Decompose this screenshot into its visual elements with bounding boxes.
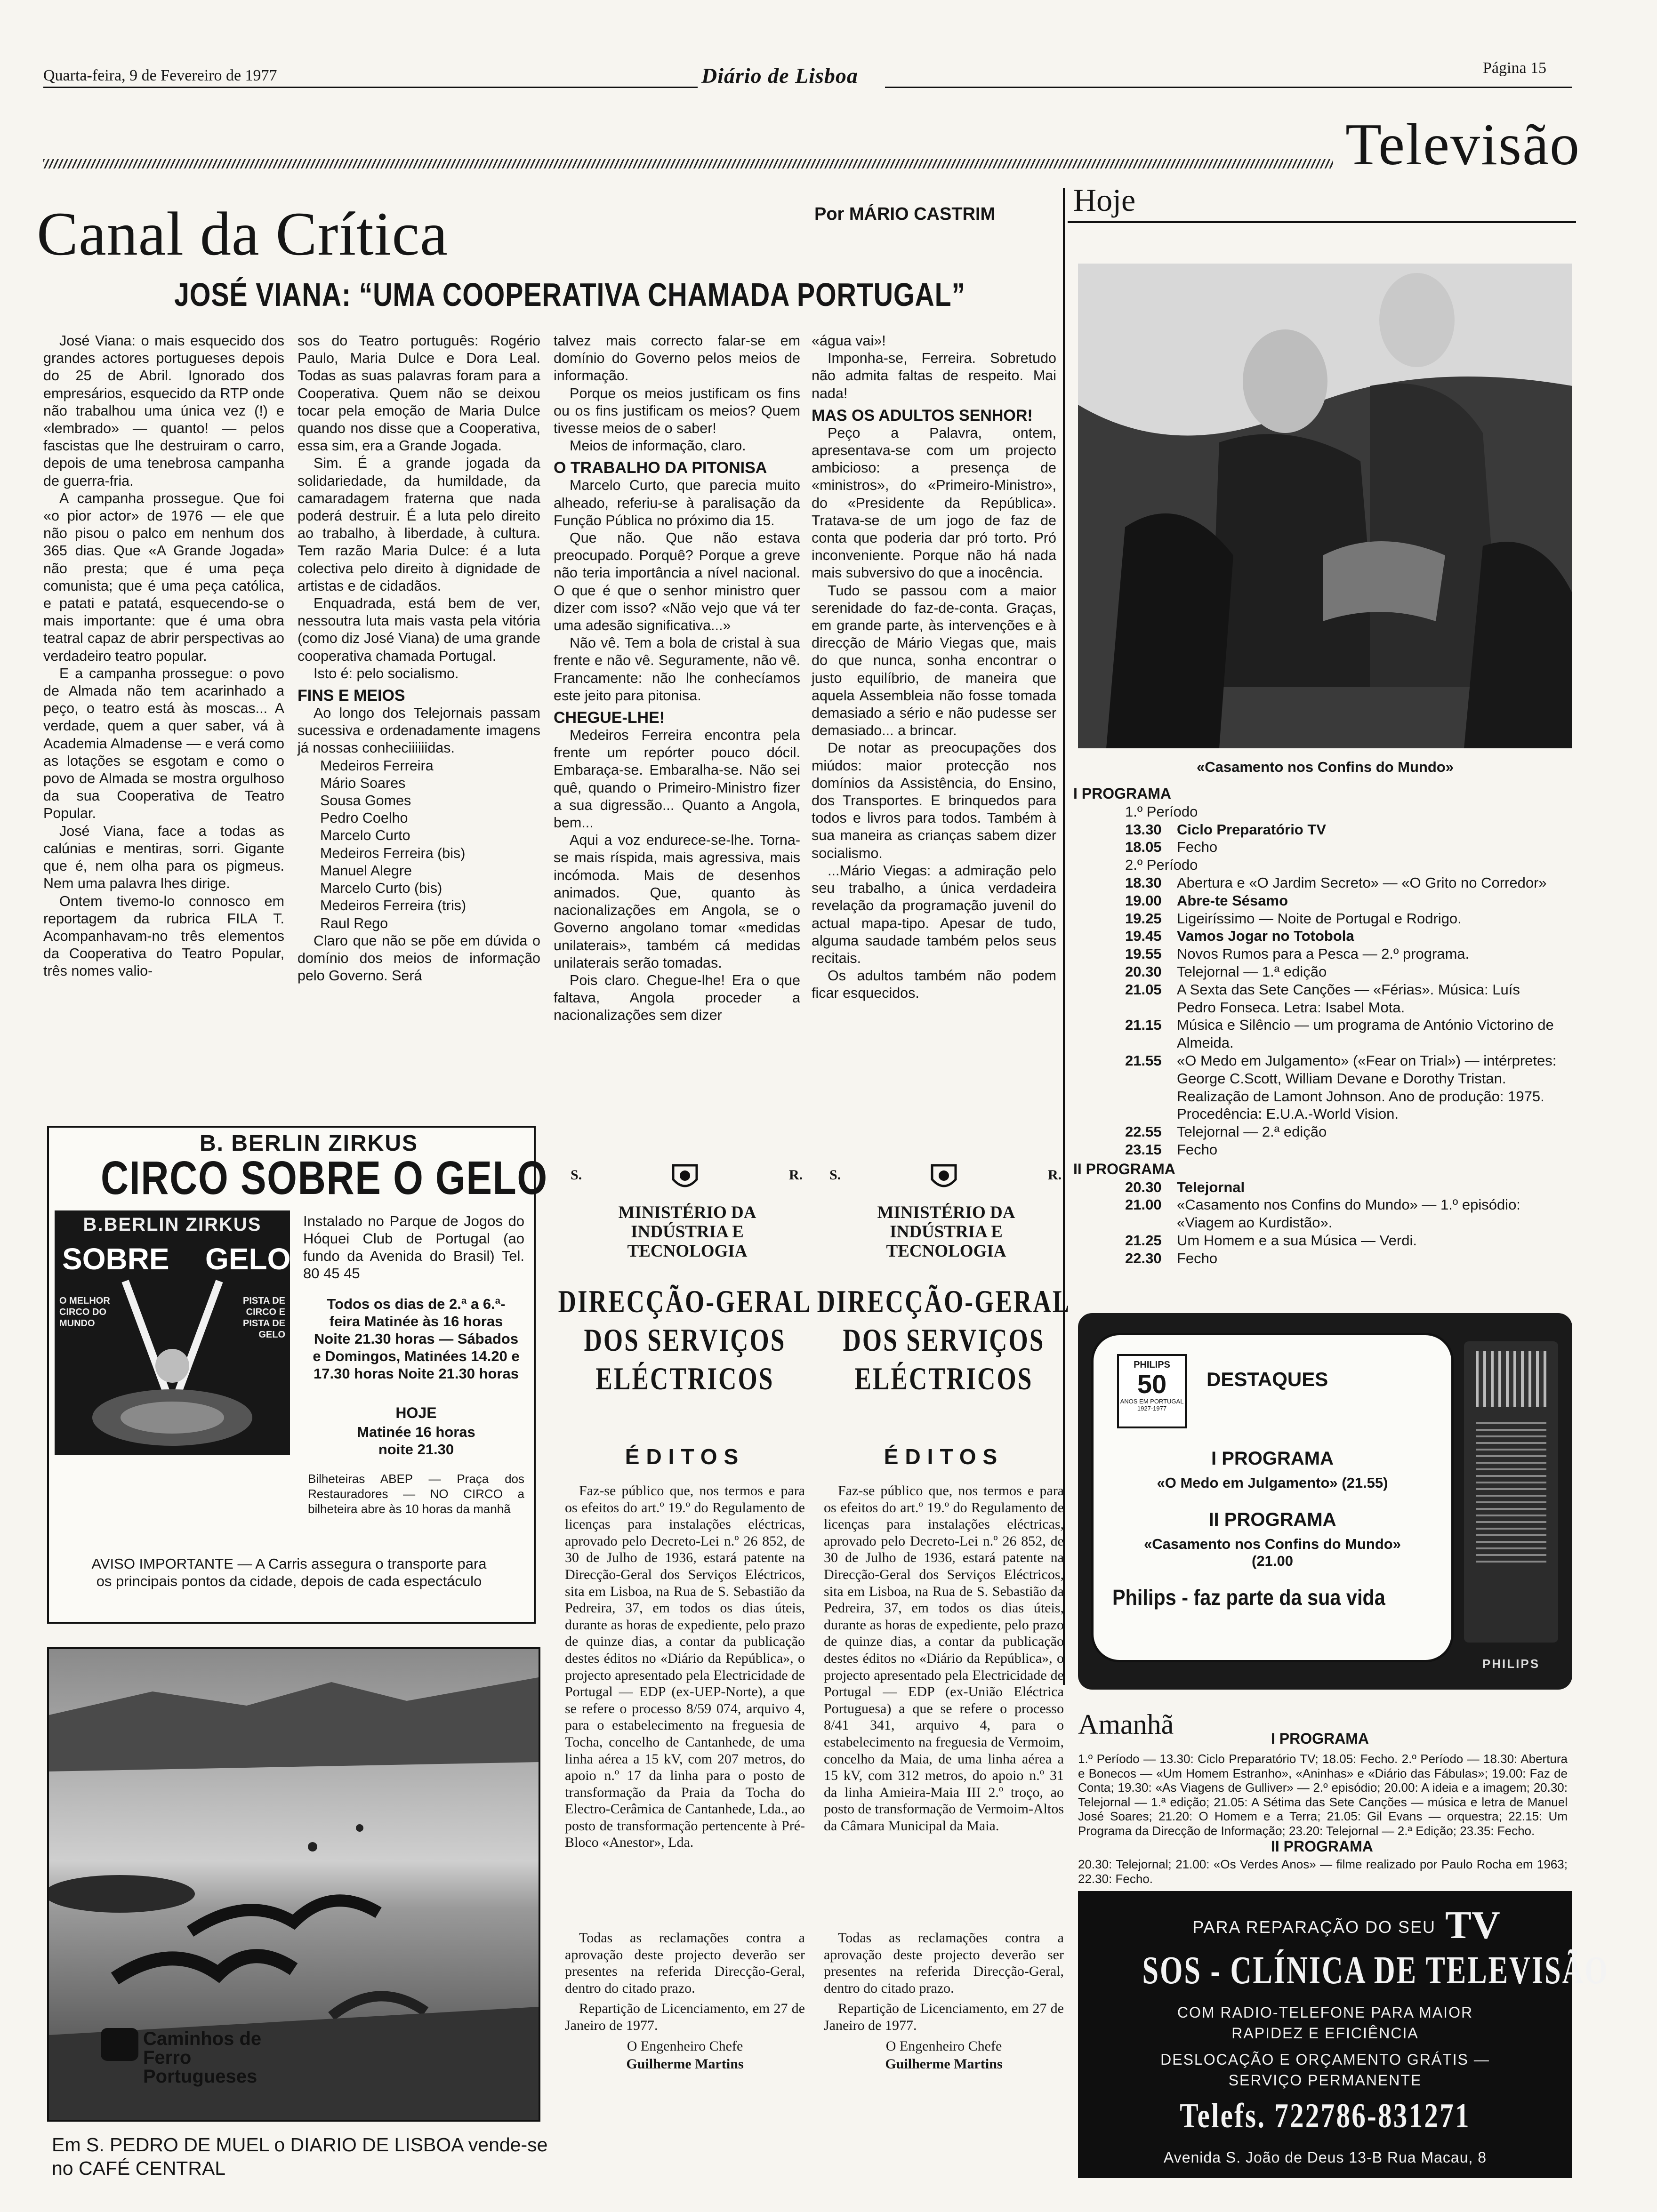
edict-1-seal-left: S. [571, 1167, 582, 1183]
philips-program-2-item: «Casamento nos Confins do Mundo» (21.00 [1144, 1536, 1401, 1569]
edict-1-body: Faz-se público que, nos termos e para os efeitos do art.º 19.º do Regulamento de licenças para instalações eléctricas, aprovado pelo Decreto-Lei n.º 26 852, de 30 de Julho de 1936, estará patente na Direcção-Geral dos Serviços Eléctricos, sita em Lisboa, na Rua de S. Sebastião da Pedreira, 37, em todos os dias úteis, durante as horas de expediente, pelo prazo de quinze dias, a contar da publicação destes éditos no «Diário da República», o projecto apresentado pela Electricidade de Portugal — EDP (ex-UEP-Norte), a que se refere o processo 8/59 074, arquivo 4, para o estabelecimento na freguesia de Tocha, concelho de Cantanhede, de uma linha aérea a 15 kV, com 207 metros, do apoio n.º 17 da linha para o posto de transformação da Praia da Tocha do Electro-Cerâmica de Cantanhede, Lda., ao posto de transformação pertencente à Pré-Bloco «Anestor», Lda. [565, 1483, 805, 1851]
cp-ad [47, 1647, 540, 2122]
poster-side-right: PISTA DE CIRCO E PISTA DE GELO [242, 1296, 285, 1340]
name-list-item: Mário Soares [320, 775, 406, 791]
edict-2 [814, 1158, 1073, 2193]
circus-today: HOJE [395, 1404, 437, 1421]
circus-notice: AVISO IMPORTANTE — A Carris assegura o transporte para os principais pontos da cidade, depois de cada espectáculo [91, 1555, 487, 1589]
article-column-1 [43, 332, 284, 980]
tv-schedule-time: 22.30 [1125, 1250, 1162, 1266]
sos-line-3: DESLOCAÇÃO E ORÇAMENTO GRÁTIS — SERVIÇO PERMANENTE [1160, 2051, 1490, 2089]
tv-tomorrow-heading: Amanhã [1078, 1709, 1174, 1740]
tv-tomorrow-program-1: I PROGRAMA [1271, 1730, 1369, 1747]
article-paragraph: Medeiros Ferreira encontra pela frente um repórter pouco dócil. Embaraça-se. Embaralha-se. Não sei quê, quando o Primeiro-Ministro fizer a sua digressão... Quanto a Angola, bem... [554, 727, 800, 831]
name-list-item: Medeiros Ferreira (bis) [320, 845, 466, 861]
article-paragraph: Tudo se passou com a maior serenidade do faz-de-conta. Graças, em grande parte, às intervenções e à direcção de Mário Viegas que, mais do que nunca, sonha encontrar o justo equilíbrio, de maneira que aquela Assembleia não fosse tomada demasiado a sério e não pudesse ser demasiado... a brincar. [812, 582, 1056, 739]
tv-schedule-title: A Sexta das Sete Canções — «Férias». Música: Luís Pedro Fonseca. Letra: Isabel Mota. [1177, 981, 1520, 1016]
philips-program-2: II PROGRAMA [1208, 1509, 1336, 1530]
philips-slogan: Philips - faz parte da sua vida [1112, 1585, 1385, 1610]
tv-schedule [1073, 785, 1572, 1267]
philips-tv-screen [1091, 1333, 1454, 1662]
poster-left-word: SOBRE [62, 1242, 169, 1276]
cp-logo-text: Caminhos de Ferro Portugueses [143, 2028, 262, 2087]
edict-2-date: Repartição de Licenciamento, em 27 de Janeiro de 1977. [824, 2001, 1064, 2033]
sos-title: SOS - CLÍNICA DE TELEVISÃO [1142, 1948, 1609, 1992]
tv-schedule-title: Abre-te Sésamo [1177, 892, 1288, 909]
tv-period-label: 1.º Período [1125, 803, 1198, 820]
tv-schedule-item [1073, 821, 1572, 839]
circus-schedule: Todos os dias de 2.ª a 6.ª-feira Matinée às 16 horas Noite 21.30 horas — Sábados e Domingos, Matinées 14.20 e 17.30 horas Noite 21.30 horas [313, 1296, 520, 1382]
edict-2-seal-right: R. [1048, 1167, 1062, 1183]
tv-schedule-time: 20.30 [1125, 1178, 1162, 1195]
tv-schedule-item [1073, 892, 1572, 910]
tv-schedule-time: 21.15 [1125, 1017, 1162, 1034]
name-list-item: Medeiros Ferreira [320, 757, 434, 774]
tv-schedule-title: Fecho [1177, 1250, 1218, 1266]
article-paragraph: Aqui a voz endurece-se-lhe. Torna-se mais ríspida, mais agressiva, mais incómoda. Mais de desenhos animados. Que, quanto às nacionalizações em Angola, se o Governo angolano tomar «medidas unilaterais», também cá medidas unilaterais serão tomadas. [554, 832, 800, 971]
tv-schedule-title: Telejornal — 1.ª edição [1177, 963, 1327, 980]
article-paragraph: Meios de informação, claro. [570, 438, 746, 454]
tv-schedule-title: Fecho [1177, 1141, 1218, 1158]
tv-schedule-item [1073, 1052, 1572, 1123]
article-subheading: MAS OS ADULTOS SENHOR! [812, 406, 1033, 425]
coat-of-arms-icon [927, 1161, 960, 1194]
edict-2-claims: Todas as reclamações contra a aprovação deste projecto deverão ser presentes na referida Direcção-Geral, dentro do citado prazo. [824, 1930, 1064, 1996]
tv-schedule-title: Telejornal [1177, 1178, 1245, 1195]
header-rule-right [885, 87, 1572, 88]
tv-schedule-title: Música e Silêncio — um programa de António Victorino de Almeida. [1177, 1017, 1554, 1051]
name-list-item: Sousa Gomes [320, 793, 411, 809]
tv-schedule-title: Ligeiríssimo — Noite de Portugal e Rodrigo. [1177, 910, 1462, 927]
edict-2-ministry: MINISTÉRIO DA INDÚSTRIA E TECNOLOGIA [877, 1203, 1015, 1261]
article-column-2 [298, 332, 540, 985]
edict-1 [555, 1158, 814, 2193]
article-paragraph: sos do Teatro português: Rogério Paulo, Maria Dulce e Dora Leal. Todas as suas palavras foram para a Cooperativa. Quem não se deixou tocar pela emoção de Maria Dulce quando nos disse que a Cooperativa, essa sim, era a Grande Jogada. [298, 333, 540, 454]
article-paragraph: Porque os meios justificam os fins ou os fins justificam os meios? Quem tivesse meios de o saber! [554, 385, 800, 437]
tv-program-heading: II PROGRAMA [1073, 1160, 1175, 1178]
tv-program-heading: I PROGRAMA [1073, 785, 1171, 802]
name-list-item: Marcelo Curto (bis) [320, 880, 442, 897]
article-paragraph: talvez mais correcto falar-se em domínio do Governo pelos meios de informação. [554, 333, 800, 384]
article-paragraph: A campanha prossegue. Que foi «o pior actor» de 1976 — ele que não pisou o palco em nenhum dos 365 dias. Que «A Grande Jogada» não presta; que é uma peça comunista; que é uma peça católica, e patati e patatá, esquecendo-se o mais importante: que é uma obra teatral capaz de abrir perspectivas ao verdadeiro teatro popular. [43, 490, 284, 664]
tv-tomorrow-program-1-text: 1.º Período — 13.30: Ciclo Preparatório TV; 18.05: Fecho. 2.º Período — 18.30: Abertura e Bonecos — «Um Homem Estranho», «Aninhas» e «Diário das Fábulas»; 19.00: Faz de Conta; 19.30: «As Viagens de Gulliver» — 2.º episódio; 20.00: A ideia e a imagem; 20.30: Telejornal — 1.ª edição; 21.05: A Sétima das Sete Canções — música e letra de Manuel José Soares; 21.20: O Homem e a Terra; 21.05: Gil Evans — orquestra; 22.15: Um Programa da Direcção de Informação; 23.20: Telejornal — 2.ª Edição; 23.35: Fecho. [1078, 1752, 1568, 1838]
edict-2-signer: Guilherme Martins [885, 2056, 1003, 2072]
name-list-item: Medeiros Ferreira (tris) [320, 898, 467, 914]
tv-schedule-item [1073, 1196, 1572, 1232]
edict-1-signer-title: O Engenheiro Chefe [627, 2038, 743, 2054]
tv-today-rule [1068, 221, 1576, 223]
article-paragraph: Imponha-se, Ferreira. Sobretudo não admita faltas de respeito. Mai nada! [812, 350, 1056, 401]
tv-schedule-item [1073, 1250, 1572, 1267]
article-paragraph: Os adultos também não podem ficar esquecidos. [812, 968, 1056, 1002]
article-column-4 [812, 332, 1056, 1002]
name-list-item: Manuel Alegre [320, 862, 412, 879]
tv-schedule-time: 19.45 [1125, 928, 1162, 945]
tv-schedule-title: «Casamento nos Confins do Mundo» — 1.º episódio: «Viagem ao Kurdistão». [1177, 1196, 1520, 1231]
philips-program-1-item: «O Medo em Julgamento» (21.55) [1157, 1475, 1388, 1491]
article-headline: JOSÉ VIANA: “UMA COOPERATIVA CHAMADA PORTUGAL” [174, 276, 966, 313]
article-subheading: CHEGUE-LHE! [554, 709, 665, 727]
edict-2-directorate: DIRECÇÃO-GERAL DOS SERVIÇOS ELÉCTRICOS [817, 1283, 1071, 1396]
tv-schedule-item [1073, 1141, 1572, 1159]
badge-subtitle: ANOS EM PORTUGAL 1927-1977 [1120, 1398, 1184, 1412]
edict-1-date: Repartição de Licenciamento, em 27 de Janeiro de 1977. [565, 2001, 805, 2033]
tv-schedule-time: 13.30 [1125, 821, 1162, 838]
philips-brand-plate: PHILIPS [1482, 1657, 1540, 1671]
article-paragraph: Peço a Palavra, ontem, apresentava-se com um projecto ambicioso: a presença de «ministros», do «Primeiro-Ministro», do «Presidente da República». Tratava-se de um jogo de faz de conta que poderia dar pró torto. Pró inconveniente. Porque não há nada mais subversivo do que a inocência. [812, 425, 1056, 581]
tv-tomorrow-program-2-text: 20.30: Telejornal; 21.00: «Os Verdes Anos» — filme realizado por Paulo Rocha em 1963; 22.30: Fecho. [1078, 1857, 1568, 1886]
article-paragraph: José Viana, face a todas as calúnias e mentiras, sorri. Gigante que é, nem olha para os pigmeus. Nem uma palavra lhes dirige. [43, 823, 284, 892]
philips-program-1: I PROGRAMA [1211, 1448, 1334, 1469]
philips-destaques: DESTAQUES [1207, 1368, 1328, 1390]
tv-schedule-title: Fecho [1177, 839, 1218, 856]
tv-schedule-title: «O Medo em Julgamento» («Fear on Trial») — intérpretes: George C.Scott, William Devane e Dorothy Tristan. Realização de Lamont Johnson. Ano de produção: 1975. Procedência: E.U.A.-World Vision. [1177, 1052, 1557, 1122]
article-paragraph: «água vai»! [812, 333, 886, 349]
name-list-item: Marcelo Curto [320, 827, 410, 844]
article-paragraph: Claro que não se põe em dúvida o domínio dos meios de informação pelo Governo. Será [298, 932, 540, 984]
article-column-3 [554, 332, 800, 1025]
circus-brand: B. BERLIN ZIRKUS [200, 1131, 418, 1156]
tv-schedule-title: Vamos Jogar no Totobola [1177, 928, 1354, 945]
circus-title: CIRCO SOBRE O GELO [101, 1152, 548, 1204]
tv-schedule-item [1073, 1232, 1572, 1250]
article-paragraph: Pois claro. Chegue-lhe! Era o que faltava, Angola proceder a nacionalizações sem dizer [554, 972, 800, 1024]
masthead: Diário de Lisboa [701, 64, 858, 88]
edict-1-directorate: DIRECÇÃO-GERAL DOS SERVIÇOS ELÉCTRICOS [558, 1283, 812, 1396]
tv-schedule-item [1073, 981, 1572, 1017]
speaker-grille-icon [1476, 1351, 1546, 1407]
name-list-item: Raul Rego [320, 915, 388, 931]
sos-tv-word: TV [1445, 1903, 1500, 1947]
section-title: Televisão [1345, 112, 1580, 177]
edict-1-claims: Todas as reclamações contra a aprovação deste projecto deverão ser presentes na referida Direcção-Geral, dentro do citado prazo. [565, 1930, 805, 1996]
article-paragraph: Sim. É a grande jogada da solidariedade, da humildade, da camaradagem fraterna que nada poderá destruir. É a luta pelo direito ao trabalho, à liberdade, à cultura. Tem razão Maria Dulce: é a luta colectiva pelo direito à dignidade de artistas e de cidadãos. [298, 455, 540, 594]
sos-line-1: PARA REPARAÇÃO DO SEU [1192, 1917, 1436, 1937]
tv-schedule-time: 19.00 [1125, 892, 1162, 909]
tv-schedule-time: 22.55 [1125, 1123, 1162, 1140]
article-paragraph: Enquadrada, está bem de ver, nessoutra luta mais vasta pela vitória (como diz José Viana) de uma grande cooperativa chamada Portugal. [298, 595, 540, 664]
tv-schedule-item [1073, 838, 1572, 856]
sos-phones: Telefs. 722786-831271 [1180, 2097, 1471, 2135]
philips-tv-side-panel [1464, 1341, 1558, 1643]
tv-schedule-item [1073, 963, 1572, 981]
tv-schedule-time: 18.05 [1125, 839, 1162, 856]
tv-schedule-item [1073, 910, 1572, 928]
poster-right-word: GELO [205, 1242, 291, 1276]
circus-poster [55, 1210, 290, 1455]
issue-date: Quarta-feira, 9 de Fevereiro de 1977 [43, 67, 277, 84]
circus-ad [47, 1126, 548, 1624]
article-kicker: Canal da Crítica [37, 199, 448, 268]
poster-brand: B.BERLIN ZIRKUS [83, 1214, 262, 1235]
article-paragraph: ...Mário Viegas: a admiração pelo seu trabalho, a única verdadeira revelação da programação juvenil do actual mapa-tipo. Apesar de tudo, alguma saudade também pelos seus recitais. [812, 862, 1056, 966]
tv-photo-caption: «Casamento nos Confins do Mundo» [1197, 759, 1454, 775]
article-paragraph: Não vê. Tem a bola de cristal à sua frente e não vê. Seguramente, não vê. Francamente: não lhe conhecíamos este jeito para pitonisa. [554, 635, 800, 704]
header-rule-left [43, 87, 698, 88]
tv-period-label: 2.º Período [1125, 857, 1198, 874]
edict-1-seal-right: R. [789, 1167, 803, 1183]
tv-tomorrow-program-2: II PROGRAMA [1271, 1838, 1373, 1855]
tv-schedule-item [1073, 1016, 1572, 1052]
edict-1-heading: ÉDITOS [625, 1444, 745, 1469]
poster-skater-illustration [55, 1210, 290, 1455]
wedding-scene-photo [1078, 264, 1572, 748]
coat-of-arms-icon [668, 1161, 701, 1194]
article-subheading: FINS E MEIOS [298, 687, 405, 705]
edict-1-ministry: MINISTÉRIO DA INDÚSTRIA E TECNOLOGIA [618, 1203, 756, 1261]
poster-side-left: O MELHOR CIRCO DO MUNDO [59, 1296, 110, 1329]
section-hatch-band [43, 159, 1333, 168]
article-paragraph: Isto é: pelo socialismo. [314, 665, 459, 681]
cp-logo-icon [101, 2028, 138, 2061]
tv-schedule-title: Telejornal — 2.ª edição [1177, 1123, 1327, 1140]
tv-schedule-time: 18.30 [1125, 874, 1162, 891]
sos-line-2: COM RADIO-TELEFONE PARA MAIOR RAPIDEZ E EFICIÊNCIA [1177, 2004, 1473, 2042]
circus-location: Instalado no Parque de Jogos do Hóquei Club de Portugal (ao fundo da Avenida do Brasil) Tel. 80 45 45 [303, 1213, 524, 1282]
tv-schedule-item [1073, 927, 1572, 945]
edict-2-heading: ÉDITOS [884, 1444, 1004, 1469]
tv-schedule-title: Um Homem e a sua Música — Verdi. [1177, 1232, 1417, 1249]
tv-schedule-item [1073, 874, 1572, 892]
sos-address: Avenida S. João de Deus 13-B Rua Macau, 8 [1163, 2149, 1487, 2166]
tv-schedule-item [1073, 1123, 1572, 1141]
philips-ad [1078, 1313, 1572, 1690]
edict-2-seal-left: S. [829, 1167, 841, 1183]
article-paragraph: E a campanha prossegue: o povo de Almada não tem acarinhado a peço, o teatro está às moscas... A verdade, quem a quer saber, vá à Academia Almadense — e verá como as lotações se esgotam e como o povo de Almada se mostra orgulhoso da sua Cooperativa de Teatro Popular. [43, 665, 284, 822]
tv-schedule-title: Abertura e «O Jardim Secreto» — «O Grito no Corredor» [1177, 874, 1547, 891]
cp-ad-caption: Em S. PEDRO DE MUEL o DIARIO DE LISBOA vende-se no CAFÉ CENTRAL [52, 2134, 548, 2179]
tv-schedule-time: 21.25 [1125, 1232, 1162, 1249]
edict-2-body: Faz-se público que, nos termos e para os efeitos do art.º 19.º do Regulamento de licenças para instalações eléctricas, aprovado pelo Decreto-Lei n.º 26 852, de 30 de Julho de 1936, estará patente na Direcção-Geral dos Serviços Eléctricos, sita em Lisboa, na Rua de S. Sebastião da Pedreira, 37, em todos os dias úteis, durante as horas de expediente, pelo prazo de quinze dias, a contar da publicação destes éditos no «Diário da República», o projecto apresentado pela Electricidade de Portugal — EDP (ex-União Eléctrica Portuguesa) a que se refere o processo 8/41 341, arquivo 4, para o estabelecimento na freguesia de Vermoim, concelho da Maia, de uma linha aérea a 15 kV, com 312 metros, do apoio n.º 31 da linha Amieira-Maia III 2.º troço, ao posto de transformação de Vermoim-Altos da Câmara Municipal da Maia. [824, 1483, 1064, 1834]
badge-brand: PHILIPS [1134, 1360, 1170, 1370]
edict-1-signer: Guilherme Martins [626, 2056, 744, 2072]
article-byline: Por MÁRIO CASTRIM [814, 204, 996, 224]
tv-schedule-title: Novos Rumos para a Pesca — 2.º programa. [1177, 946, 1470, 962]
article-subheading: O TRABALHO DA PITONISA [554, 459, 767, 477]
tv-schedule-time: 21.05 [1125, 981, 1162, 998]
article-paragraph: Que não. Que não estava preocupado. Porquê? Porque a greve não teria importância a nível nacional. O que é que o senhor ministro quer dizer com isso? «Não vejo que vá ter uma adesão significativa...» [554, 530, 800, 634]
badge-number: 50 [1137, 1369, 1167, 1399]
tv-schedule-time: 21.00 [1125, 1196, 1162, 1213]
tv-schedule-time: 20.30 [1125, 963, 1162, 980]
sos-tv-ad [1078, 1891, 1609, 2178]
name-list-item: Pedro Coelho [320, 810, 408, 826]
circus-today-times: Matinée 16 horas noite 21.30 [357, 1424, 475, 1458]
tv-show-photo [1078, 264, 1572, 748]
article-paragraph: Marcelo Curto, que parecia muito alheado, referiu-se à paralisação da Função Pública no próximo dia 15. [554, 477, 800, 529]
article-paragraph: De notar as preocupações dos miúdos: maior protecção nos domínios da Assistência, do Ensino, dos Transportes. E brinquedos para todos e livros para todos. Também à sua maneira as crianças sabem dizer socialismo. [812, 740, 1056, 861]
tv-schedule-time: 21.55 [1125, 1052, 1162, 1069]
tv-schedule-time: 19.55 [1125, 946, 1162, 962]
article-paragraph: Ontem tivemo-lo connosco em reportagem da rubrica FILA T. Acompanhavam-no três elementos da Cooperativa do Teatro Popular, três nomes valio- [43, 893, 284, 979]
tv-today-heading: Hoje [1073, 182, 1136, 218]
article-paragraph: Ao longo dos Telejornais passam sucessiva e ordenadamente imagens já nossas conheciiiiiidas. [298, 705, 540, 756]
article-paragraph: José Viana: o mais esquecido dos grandes actores portugueses depois do 25 de Abril. Ignorado dos empresários, esquecido da RTP onde não trabalhou uma única vez (!) e «lembrado» — quanto! — pelos fascistas que lhe destruiram o carro, depois de uma tenebrosa campanha de guerra-fria. [43, 333, 284, 489]
page-number: Página 15 [1483, 59, 1547, 77]
philips-anniversary-badge [1117, 1354, 1187, 1428]
tv-schedule-time: 23.15 [1125, 1141, 1162, 1158]
control-buttons-icon [1476, 1421, 1546, 1563]
tv-schedule-title: Ciclo Preparatório TV [1177, 821, 1326, 838]
tv-schedule-item [1073, 945, 1572, 963]
circus-tickets: Bilheteiras ABEP — Praça dos Restauradores — NO CIRCO a bilheteira abre às 10 horas da manhã [308, 1472, 524, 1516]
edict-2-signer-title: O Engenheiro Chefe [885, 2038, 1002, 2054]
tv-schedule-item [1073, 1178, 1572, 1196]
tv-schedule-time: 19.25 [1125, 910, 1162, 927]
